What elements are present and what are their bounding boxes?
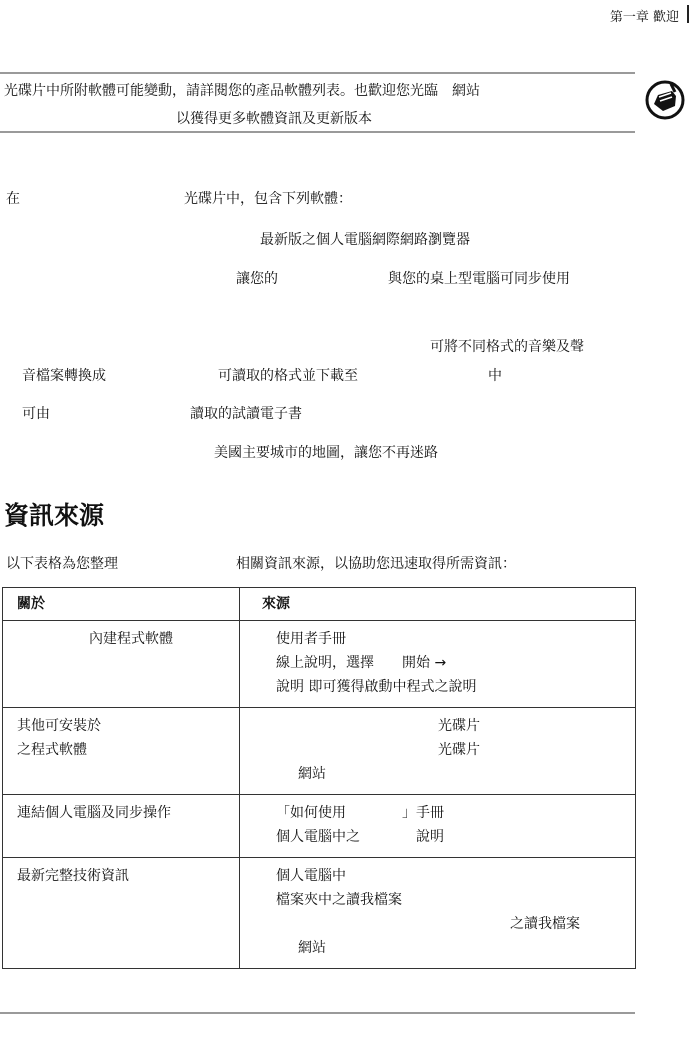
table-row bbox=[3, 621, 636, 708]
note-line-2: 以獲得更多軟體資訊及更新版本 bbox=[176, 111, 372, 127]
source-cell bbox=[240, 708, 636, 795]
software-sync-a: 讓您的 bbox=[236, 271, 278, 287]
software-browser: 最新版之個人電腦網際網路瀏覽器 bbox=[260, 232, 470, 248]
source-line: 之讀我檔案 bbox=[510, 916, 580, 932]
header-source: 來源 bbox=[240, 588, 636, 621]
about-line: 之程式軟體 bbox=[17, 742, 87, 758]
note-line-1: 光碟片中所附軟體可能變動，請詳閱您的產品軟體列表。也歡迎您光臨 網站 bbox=[4, 83, 480, 99]
software-sync-b: 與您的桌上型電腦可同步使用 bbox=[388, 271, 570, 287]
chapter-header: 第一章 歡迎 bbox=[609, 10, 679, 25]
table-header-row bbox=[3, 588, 636, 621]
source-line: 使用者手冊 bbox=[276, 631, 346, 647]
page-bottom-rule bbox=[0, 1012, 635, 1014]
table-row bbox=[3, 708, 636, 795]
about-cell bbox=[3, 708, 240, 795]
section-title: 資訊來源 bbox=[4, 501, 105, 530]
intro-cd-contains: 光碟片中，包含下列軟體： bbox=[184, 191, 352, 207]
about-cell bbox=[3, 858, 240, 969]
software-music-b2: 可讀取的格式並下載至 bbox=[218, 368, 358, 384]
source-line: 個人電腦中 bbox=[276, 868, 346, 884]
intro-in: 在 bbox=[6, 191, 20, 207]
section-intro-a: 以下表格為您整理 bbox=[6, 556, 118, 572]
source-line: 網站 bbox=[298, 766, 326, 782]
note-hand-icon bbox=[645, 78, 685, 120]
section-intro-b: 相關資訊來源，以協助您迅速取得所需資訊： bbox=[236, 556, 516, 572]
software-maps: 美國主要城市的地圖，讓您不再迷路 bbox=[214, 445, 438, 461]
software-ebook-a: 可由 bbox=[22, 406, 50, 422]
software-ebook-b: 讀取的試讀電子書 bbox=[190, 406, 302, 422]
note-bottom-rule bbox=[0, 131, 635, 133]
about-cell bbox=[3, 795, 240, 858]
source-line: 網站 bbox=[298, 940, 326, 956]
table-row bbox=[3, 795, 636, 858]
about-line: 內建程式軟體 bbox=[89, 631, 173, 647]
source-cell bbox=[240, 621, 636, 708]
source-line: 線上說明，選擇 開始 → bbox=[276, 655, 447, 671]
software-music-b3: 中 bbox=[488, 368, 502, 384]
info-sources-table bbox=[2, 587, 636, 969]
source-line: 光碟片 bbox=[438, 718, 480, 734]
source-line: 檔案夾中之讀我檔案 bbox=[276, 892, 402, 908]
about-cell bbox=[3, 621, 240, 708]
source-cell bbox=[240, 858, 636, 969]
source-cell bbox=[240, 795, 636, 858]
header-about: 關於 bbox=[3, 588, 240, 621]
table-row bbox=[3, 858, 636, 969]
note-top-rule bbox=[0, 72, 635, 74]
about-line: 連結個人電腦及同步操作 bbox=[17, 805, 171, 821]
source-line: 光碟片 bbox=[438, 742, 480, 758]
about-line: 其他可安裝於 bbox=[17, 718, 101, 734]
source-line: 個人電腦中之 說明 bbox=[276, 829, 444, 845]
software-music-b1: 音檔案轉換成 bbox=[22, 368, 106, 384]
source-line: 「如何使用 」手冊 bbox=[276, 805, 444, 821]
source-line: 說明 即可獲得啟動中程式之說明 bbox=[276, 679, 477, 695]
software-music-a: 可將不同格式的音樂及聲 bbox=[430, 339, 584, 355]
about-line: 最新完整技術資訊 bbox=[17, 868, 129, 884]
